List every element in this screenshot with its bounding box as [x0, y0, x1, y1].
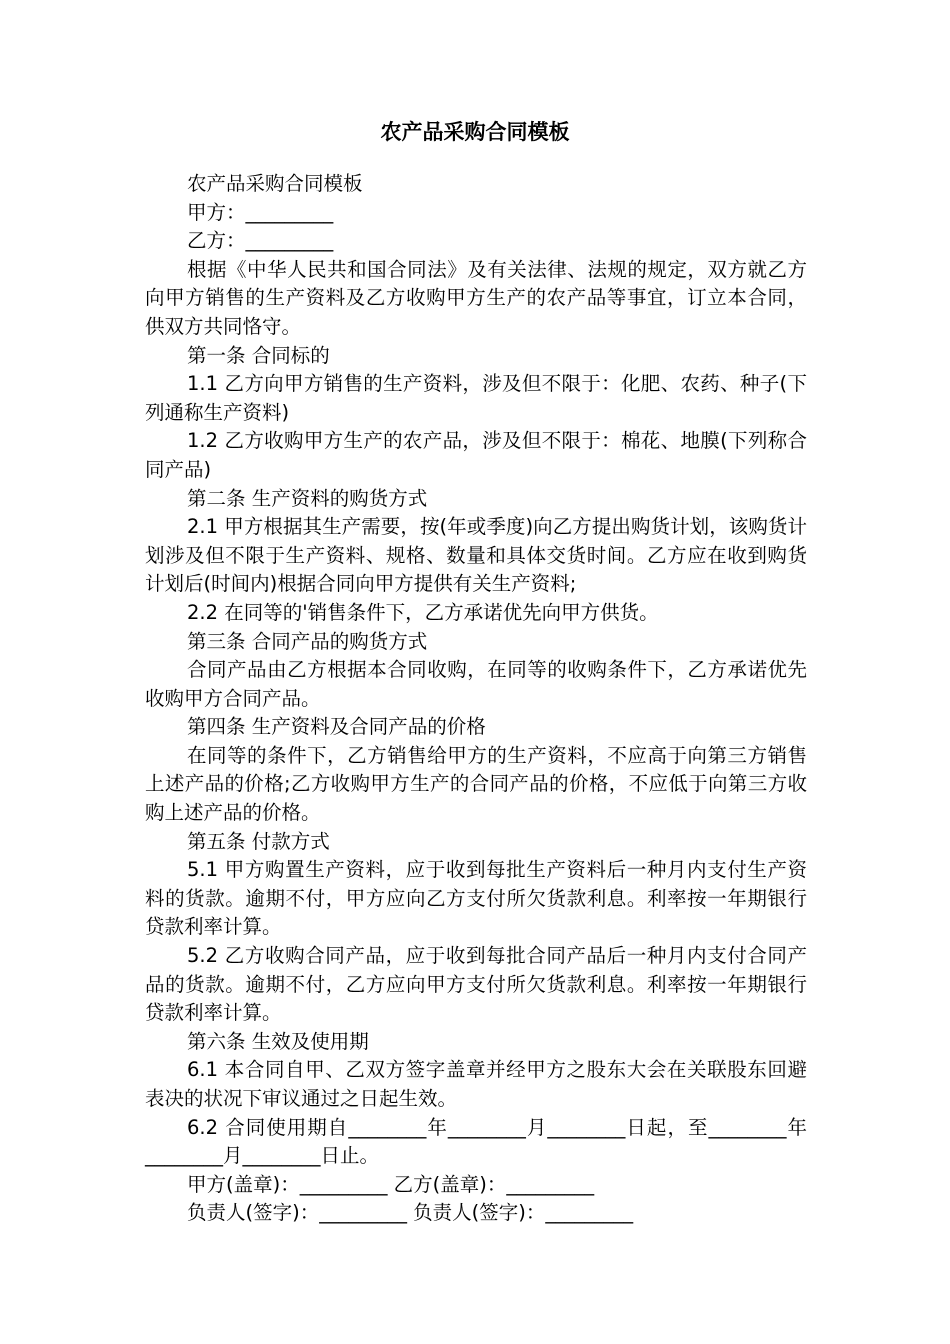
clause-5-2: 5.2 乙方收购合同产品，应于收到每批合同产品后一种月内支付合同产品的货款。逾期不付，乙方应向甲方支付所欠货款利息。利率按一年期银行贷款利率计算。 — [145, 944, 807, 1025]
article-2-heading: 第二条 生产资料的购货方式 — [187, 486, 428, 510]
clause-4-body: 在同等的条件下，乙方销售给甲方的生产资料，不应高于向第三方销售上述产品的价格;乙方收购甲方生产的合同产品的价格，不应低于向第三方收购上述产品的价格。 — [145, 743, 807, 825]
clause-6-2: 6.2 合同使用期自________年________月________日起，至________年________月________日止。 — [145, 1115, 807, 1168]
clause-1-2: 1.2 乙方收购甲方生产的农产品，涉及但不限于：棉花、地膜(下列称合同产品) — [145, 429, 807, 481]
article-5-heading: 第五条 付款方式 — [187, 829, 330, 853]
signature-responsible: 负责人(签字)：_________ 负责人(签字)：_________ — [187, 1201, 634, 1225]
paragraph-party-b: 乙方：_________ — [187, 229, 334, 253]
article-4-heading: 第四条 生产资料及合同产品的价格 — [187, 715, 486, 739]
clause-2-2: 2.2 在同等的'销售条件下，乙方承诺优先向甲方供货。 — [187, 600, 659, 624]
paragraph-preamble: 根据《中华人民共和国合同法》及有关法律、法规的规定，双方就乙方向甲方销售的生产资料及乙方收购甲方生产的农产品等事宜，订立本合同，供双方共同恪守。 — [145, 257, 807, 338]
paragraph-subtitle: 农产品采购合同模板 — [187, 172, 363, 195]
clause-2-1: 2.1 甲方根据其生产需要，按(年或季度)向乙方提出购货计划，该购货计划涉及但不限于生产资料、规格、数量和具体交货时间。乙方应在收到购货计划后(时间内)根据合同向甲方提供有关生产资料; — [145, 515, 807, 596]
article-1-heading: 第一条 合同标的 — [187, 343, 330, 367]
article-6-heading: 第六条 生效及使用期 — [187, 1029, 369, 1053]
paragraph-party-a: 甲方：_________ — [187, 200, 334, 224]
document-title: 农产品采购合同模板 — [380, 120, 570, 144]
document-body — [145, 170, 807, 1228]
clause-5-1: 5.1 甲方购置生产资料，应于收到每批生产资料后一种月内支付生产资料的货款。逾期不付，甲方应向乙方支付所欠货款利息。利率按一年期银行贷款利率计算。 — [145, 858, 807, 939]
signature-seals: 甲方(盖章)：_________ 乙方(盖章)：_________ — [187, 1172, 595, 1196]
article-3-heading: 第三条 合同产品的购货方式 — [187, 629, 428, 653]
clause-6-1: 6.1 本合同自甲、乙双方签字盖章并经甲方之股东大会在关联股东回避表决的状况下审议通过之日起生效。 — [145, 1058, 807, 1110]
clause-3-body: 合同产品由乙方根据本合同收购，在同等的收购条件下，乙方承诺优先收购甲方合同产品。 — [145, 658, 807, 710]
clause-1-1: 1.1 乙方向甲方销售的生产资料，涉及但不限于：化肥、农药、种子(下列通称生产资料) — [145, 372, 807, 424]
